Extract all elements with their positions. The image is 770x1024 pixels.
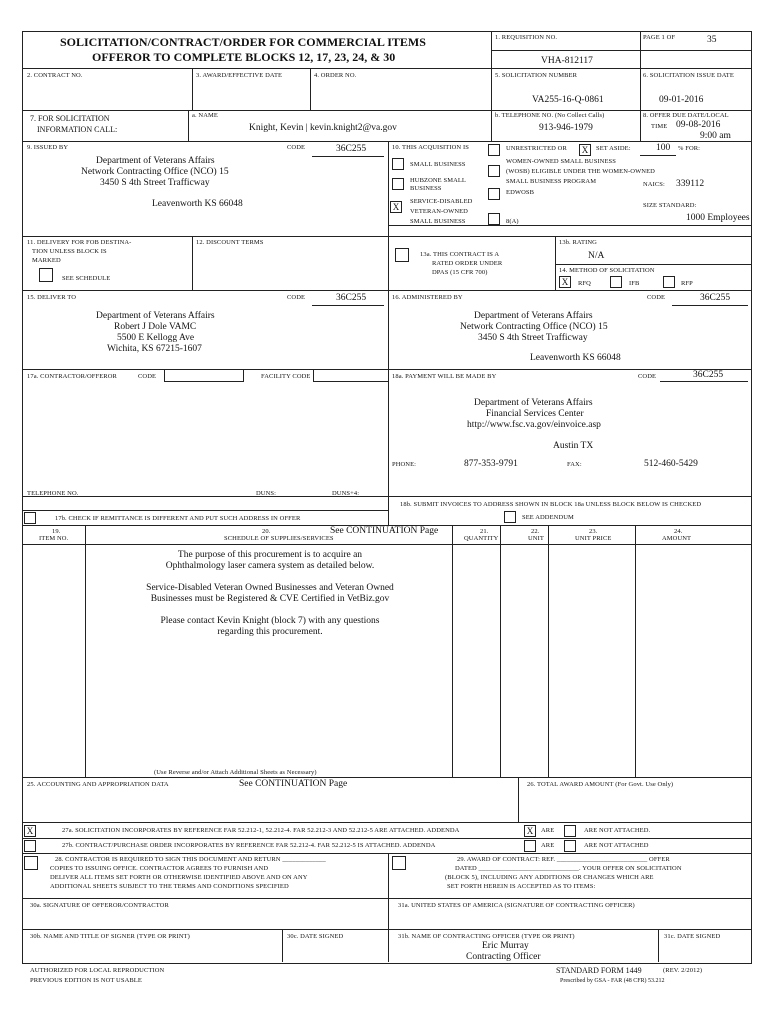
schedule-continuation: See CONTINUATION Page [330, 526, 439, 536]
28-line-3: DELIVER ALL ITEMS SET FORTH OR OTHERWISE IDENTIFIED ABOVE AND ON ANY [50, 874, 308, 881]
officer-title: Contracting Officer [466, 952, 541, 962]
see-addendum-checkbox[interactable] [504, 511, 516, 523]
delivery-label-2: TION UNLESS BLOCK IS [32, 248, 107, 255]
telephone-value[interactable]: 913-946-1979 [539, 123, 593, 133]
col-item-no: ITEM NO. [39, 535, 69, 542]
rfq-label: RFQ [578, 280, 591, 287]
deliver-to-line-4: Wichita, KS 67215-1607 [107, 344, 202, 354]
27b-are-not-checkbox[interactable] [564, 840, 576, 852]
remittance-checkbox[interactable] [24, 512, 36, 524]
contract-no-label: 2. CONTRACT NO. [27, 72, 83, 79]
issued-by-city: Leavenworth KS 66048 [152, 199, 243, 209]
edwosb-label: EDWOSB [506, 189, 535, 196]
27a-are-label: ARE [541, 827, 555, 834]
footer-form-number: STANDARD FORM 1449 [556, 966, 642, 975]
footer-local-reproduction: AUTHORIZED FOR LOCAL REPRODUCTION [30, 967, 165, 974]
contractor-code-field[interactable] [164, 369, 244, 382]
set-aside-label: SET ASIDE: [596, 145, 631, 152]
administered-by-line-2: Network Contracting Office (NCO) 15 [460, 322, 608, 332]
telephone-label: b. TELEPHONE NO. (No Collect Calls) [495, 112, 605, 119]
administered-by-label: 16. ADMINISTERED BY [392, 294, 463, 301]
phone-label: PHONE: [392, 461, 417, 468]
delivery-label-3: MARKED [32, 257, 61, 264]
29-line-1: 29. AWARD OF CONTRACT: REF. ___________________________ OFFER [457, 856, 670, 863]
rule [22, 544, 751, 545]
naics-label: NAICS: [643, 181, 665, 188]
rule [188, 110, 189, 141]
29-line-4: SET FORTH HEREIN IS ACCEPTED AS TO ITEMS: [447, 883, 596, 890]
deliver-to-line-3: 5500 E Kellogg Ave [117, 333, 195, 343]
rule [22, 510, 388, 511]
see-schedule-label: SEE SCHEDULE [62, 275, 111, 282]
footer-previous-edition: PREVIOUS EDITION IS NOT USABLE [30, 977, 142, 984]
col-unit-num: 22. [531, 528, 540, 535]
hubzone-label-1: HUBZONE SMALL [410, 177, 467, 184]
rule [640, 31, 641, 141]
signer-name-label: 30b. NAME AND TITLE OF SIGNER (TYPE OR PRINT) [30, 933, 190, 940]
col-quantity: QUANTITY [464, 535, 499, 542]
administered-by-code[interactable]: 36C255 [700, 293, 731, 303]
phone-value[interactable]: 877-353-9791 [464, 459, 518, 469]
rated-label-3: DPAS (15 CFR 700) [432, 269, 488, 276]
rule [635, 525, 636, 777]
duns4-label: DUNS+4: [332, 490, 360, 497]
28-checkbox[interactable] [24, 856, 38, 870]
page-label: PAGE 1 OF [643, 34, 676, 41]
col-unit-price: UNIT PRICE [575, 535, 612, 542]
rule [22, 777, 751, 778]
percent-for-label: % FOR: [678, 145, 701, 152]
remittance-label: 17b. CHECK IF REMITTANCE IS DIFFERENT AND PUT SUCH ADDRESS IN OFFER [55, 515, 301, 522]
ifb-label: IFB [629, 280, 640, 287]
submit-invoices-label: 18b. SUBMIT INVOICES TO ADDRESS SHOWN IN BLOCK 18a UNLESS BLOCK BELOW IS CHECKED [400, 501, 702, 508]
time-label: TIME [651, 123, 668, 130]
sdvosb-label-3: SMALL BUSINESS [410, 218, 466, 225]
col-schedule: SCHEDULE OF SUPPLIES/SERVICES [224, 535, 334, 542]
fax-value[interactable]: 512-460-5429 [644, 459, 698, 469]
issued-by-label: 9. ISSUED BY [27, 144, 69, 151]
accounting-label: 25. ACCOUNTING AND APPROPRIATION DATA [27, 781, 169, 788]
reverse-note: (Use Reverse and/or Attach Additional Sheets as Necessary) [154, 769, 317, 776]
wosb-label-3: SMALL BUSINESS PROGRAM [506, 178, 597, 185]
small-business-checkbox[interactable] [392, 158, 404, 170]
see-schedule-checkbox[interactable] [39, 268, 53, 282]
rfp-label: RFP [681, 280, 693, 287]
sdvosb-label-1: SERVICE-DISABLED [410, 198, 473, 205]
rule [388, 853, 389, 962]
payment-line-3[interactable]: http://www.fsc.va.gov/einvoice.asp [467, 420, 601, 430]
hubzone-label-2: BUSINESS [410, 185, 442, 192]
size-standard-value[interactable]: 1000 Employees [686, 213, 750, 223]
issued-by-line-3: 3450 S 4th Street Trafficway [100, 178, 210, 188]
wosb-label-2: (WOSB) ELIGIBLE UNDER THE WOMEN-OWNED [506, 168, 655, 175]
form-title: SOLICITATION/CONTRACT/ORDER FOR COMMERCIAL ITEMS [60, 35, 426, 49]
issue-date-value[interactable]: 09-01-2016 [659, 95, 704, 105]
code-underline [660, 381, 748, 382]
27b-are-label: ARE [541, 842, 555, 849]
discount-terms-label: 12. DISCOUNT TERMS [196, 239, 264, 246]
rule [22, 853, 751, 854]
contact-name[interactable]: Knight, Kevin | kevin.knight2@va.gov [249, 123, 397, 133]
see-addendum-label: SEE ADDENDUM [522, 514, 574, 521]
28-line-1: 28. CONTRACTOR IS REQUIRED TO SIGN THIS DOCUMENT AND RETURN _____________ [55, 856, 326, 863]
rule [22, 68, 751, 69]
contractor-code-label: CODE [138, 373, 157, 380]
rule [555, 264, 751, 265]
code-underline [312, 305, 384, 306]
offeror-signature-label: 30a. SIGNATURE OF OFFEROR/CONTRACTOR [30, 902, 169, 909]
due-time-value[interactable]: 9:00 am [700, 131, 731, 141]
29-checkbox[interactable] [392, 856, 406, 870]
set-aside-checkbox[interactable]: X [579, 144, 591, 156]
officer-name: Eric Murray [482, 941, 529, 951]
unrestricted-label: UNRESTRICTED OR [506, 145, 567, 152]
27a-are-not-checkbox[interactable] [564, 825, 576, 837]
contractor-label: 17a. CONTRACTOR/OFFEROR [27, 373, 117, 380]
wosb-checkbox[interactable] [488, 165, 500, 177]
27b-are-checkbox[interactable] [524, 840, 536, 852]
rule [22, 838, 751, 839]
rule [85, 525, 86, 777]
col-amount-num: 24. [674, 528, 683, 535]
name-label: a. NAME [192, 112, 218, 119]
rule [22, 290, 751, 291]
rule [192, 236, 193, 290]
acquisition-label: 10. THIS ACQUISITION IS [392, 144, 469, 151]
col-schedule-num: 20. [262, 528, 271, 535]
solicitation-no-value[interactable]: VA255-16-Q-0861 [532, 95, 604, 105]
29-line-2: DATED ______________________________. YOUR OFFER ON SOLICITATION [455, 865, 682, 872]
telephone-no-label: TELEPHONE NO. [27, 490, 79, 497]
method-label: 14. METHOD OF SOLICITATION [559, 267, 655, 274]
rule [388, 141, 389, 525]
form-subtitle: OFFEROR TO COMPLETE BLOCKS 12, 17, 23, 24, & 30 [92, 50, 396, 64]
deliver-to-line-2: Robert J Dole VAMC [114, 322, 197, 332]
rating-label: 13b. RATING [559, 239, 597, 246]
29-line-3: (BLOCK 5), INCLUDING ANY ADDITIONS OR CHANGES WHICH ARE [445, 874, 654, 881]
description-paragraph-3: Please contact Kevin Knight (block 7) with any questions regarding this procurement. [160, 616, 380, 638]
edwosb-checkbox[interactable] [488, 188, 500, 200]
sdvosb-label-2: VETERAN-OWNED [410, 208, 468, 215]
administered-by-line-1: Department of Veterans Affairs [474, 311, 593, 321]
rule [22, 141, 751, 142]
rated-label-2: RATED ORDER UNDER [432, 260, 503, 267]
unrestricted-checkbox[interactable] [488, 144, 500, 156]
administered-by-city: Leavenworth KS 66048 [530, 353, 621, 363]
rule [491, 50, 751, 51]
officer-name-label: 31b. NAME OF CONTRACTING OFFICER (TYPE OR PRINT) [398, 933, 575, 940]
28-line-2: COPIES TO ISSUING OFFICE. CONTRACTOR AGREES TO FURNISH AND [50, 865, 269, 872]
27a-are-not-label: ARE NOT ATTACHED. [584, 827, 651, 834]
27a-checkbox[interactable]: X [24, 825, 36, 837]
footer-revision: (REV. 2/2012) [663, 967, 703, 974]
wosb-label-1: WOMEN-OWNED SMALL BUSINESS [506, 158, 616, 165]
order-no-label: 4. ORDER NO. [314, 72, 357, 79]
due-date-label: 8. OFFER DUE DATE/LOCAL [643, 112, 729, 119]
signer-date-label: 30c. DATE SIGNED [287, 933, 344, 940]
issued-by-line-1: Department of Veterans Affairs [96, 156, 215, 166]
27b-are-not-label: ARE NOT ATTACHED [584, 842, 649, 849]
due-date-value[interactable]: 09-08-2016 [676, 120, 721, 130]
description-paragraph-2: Service-Disabled Veteran Owned Businesses and Veteran Owned Businesses must be Registered & CVE Certified in VetBiz.gov [146, 583, 394, 605]
code-label: CODE [638, 373, 657, 380]
27b-checkbox[interactable] [24, 840, 36, 852]
issued-by-line-2: Network Contracting Office (NCO) 15 [81, 167, 229, 177]
28-line-4: ADDITIONAL SHEETS SUBJECT TO THE TERMS AND CONDITIONS SPECIFIED [50, 883, 289, 890]
27a-are-checkbox[interactable]: X [524, 825, 536, 837]
eight-a-label: 8(A) [506, 218, 519, 225]
27a-text: 27a. SOLICITATION INCORPORATES BY REFERENCE FAR 52.212-1, 52.212-4. FAR 52.212-3 AND 52.212-5 ARE ATTACHED. ADDENDA [62, 827, 460, 834]
rule [500, 525, 501, 777]
deliver-to-label: 15. DELIVER TO [27, 294, 77, 301]
payment-label: 18a. PAYMENT WILL BE MADE BY [392, 373, 497, 380]
rule [518, 777, 519, 822]
ifb-checkbox[interactable] [610, 276, 622, 288]
payment-line-1: Department of Veterans Affairs [474, 398, 593, 408]
rule [452, 525, 453, 777]
requisition-value[interactable]: VHA-812117 [541, 56, 593, 66]
fax-label: FAX: [567, 461, 582, 468]
description-paragraph-1: The purpose of this procurement is to acquire an Ophthalmology laser camera system as detailed below. [165, 550, 375, 572]
info-call-label-1: 7. FOR SOLICITATION [30, 114, 110, 123]
code-underline [312, 156, 384, 157]
col-unit: UNIT [528, 535, 544, 542]
rating-value[interactable]: N/A [588, 251, 605, 261]
col-amount: AMOUNT [662, 535, 692, 542]
facility-code-label: FACILITY CODE [261, 373, 311, 380]
hubzone-checkbox[interactable] [392, 178, 404, 190]
small-business-label: SMALL BUSINESS [410, 161, 466, 168]
facility-code-field[interactable] [313, 369, 388, 382]
code-underline [672, 305, 748, 306]
rule [310, 68, 311, 110]
rule [548, 525, 549, 777]
rated-order-checkbox[interactable] [395, 248, 409, 262]
rule [22, 236, 751, 237]
usa-signature-label: 31a. UNITED STATES OF AMERICA (SIGNATURE OF CONTRACTING OFFICER) [398, 902, 635, 909]
payment-code[interactable]: 36C255 [693, 370, 724, 380]
requisition-label: 1. REQUISITION NO. [495, 34, 558, 41]
rule [22, 110, 751, 111]
eight-a-checkbox[interactable] [488, 213, 500, 225]
issued-by-code[interactable]: 36C255 [336, 144, 367, 154]
rule [22, 898, 751, 899]
page-total: 35 [707, 35, 717, 45]
deliver-to-code[interactable]: 36C255 [336, 293, 367, 303]
set-aside-percent[interactable]: 100 [656, 143, 671, 153]
rfq-checkbox[interactable]: X [559, 276, 571, 288]
payment-line-2: Financial Services Center [486, 409, 584, 419]
solicitation-no-label: 5. SOLICITATION NUMBER [495, 72, 578, 79]
officer-date-label: 31c. DATE SIGNED [664, 933, 721, 940]
administered-by-line-3: 3450 S 4th Street Trafficway [478, 333, 588, 343]
rule [555, 236, 556, 290]
code-label: CODE [287, 294, 306, 301]
rated-label-1: 13a. THIS CONTRACT IS A [420, 251, 500, 258]
delivery-label-1: 11. DELIVERY FOR FOB DESTINA- [27, 239, 132, 246]
rule [192, 68, 193, 110]
issue-date-label: 6. SOLICITATION ISSUE DATE [643, 72, 734, 79]
rfp-checkbox[interactable] [663, 276, 675, 288]
info-call-label-2: INFORMATION CALL: [37, 125, 118, 134]
code-label: CODE [287, 144, 306, 151]
total-award-label: 26. TOTAL AWARD AMOUNT (For Govt. Use Only) [527, 781, 674, 788]
deliver-to-line-1: Department of Veterans Affairs [96, 311, 215, 321]
rule [658, 929, 659, 962]
col-quantity-num: 21. [480, 528, 489, 535]
naics-value[interactable]: 339112 [676, 179, 705, 189]
rule [22, 929, 751, 930]
duns-label: DUNS: [256, 490, 277, 497]
rule [282, 929, 283, 962]
accounting-continuation: See CONTINUATION Page [239, 779, 348, 789]
rule [22, 496, 751, 497]
size-standard-label: SIZE STANDARD: [643, 202, 697, 209]
col-item-no-num: 19. [52, 528, 61, 535]
rule [22, 822, 751, 823]
footer-prescribed: Prescribed by GSA - FAR (48 CFR) 53.212 [560, 978, 665, 984]
code-label: CODE [647, 294, 666, 301]
percent-underline [640, 155, 676, 156]
col-unit-price-num: 23. [589, 528, 598, 535]
rule [491, 31, 492, 141]
sdvosb-checkbox[interactable]: X [390, 201, 402, 213]
27b-text: 27b. CONTRACT/PURCHASE ORDER INCORPORATES BY REFERENCE FAR 52.212-4. FAR 52.212-5 IS ATTACHED. ADDENDA [62, 842, 436, 849]
payment-city: Austin TX [553, 441, 594, 451]
award-date-label: 3. AWARD/EFFECTIVE DATE [196, 72, 283, 79]
